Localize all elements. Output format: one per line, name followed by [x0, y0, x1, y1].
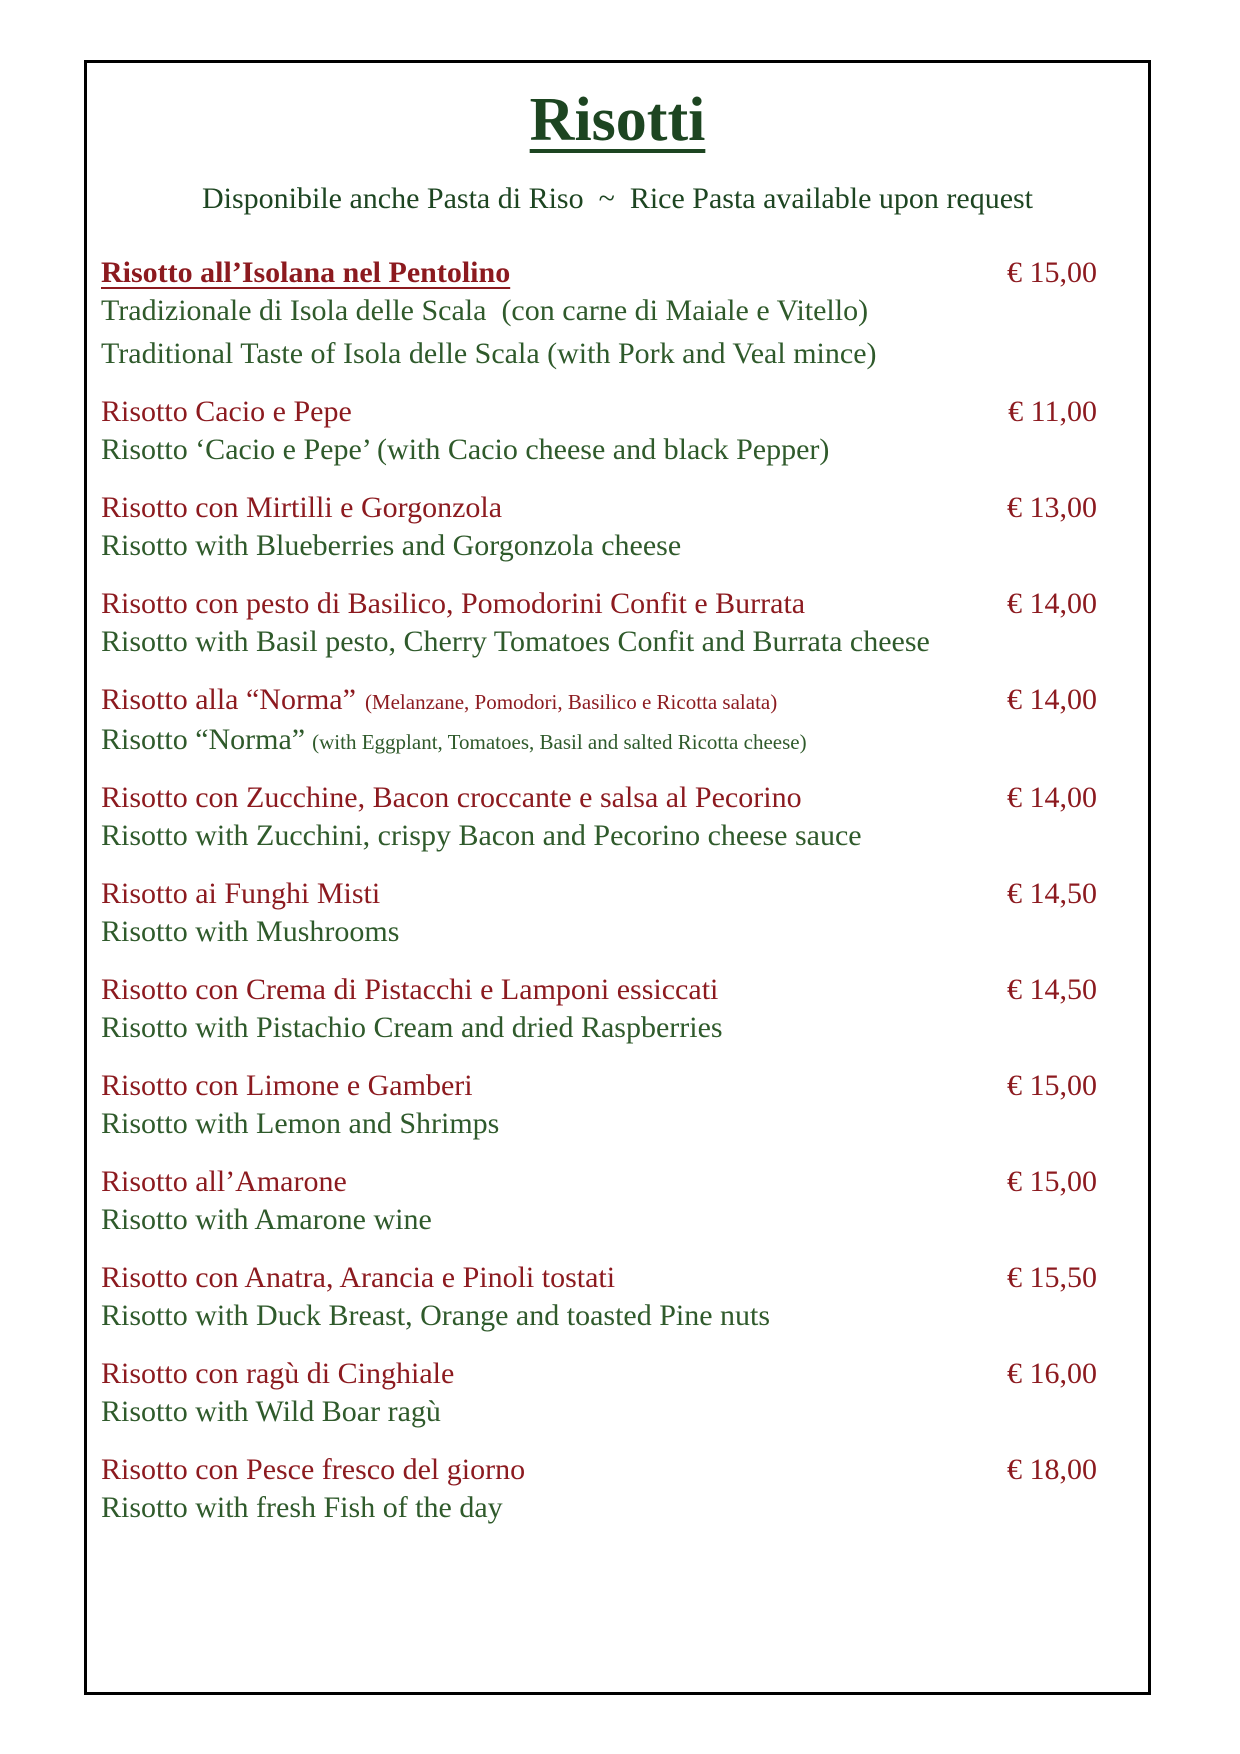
- menu-item-name-note: (Melanzane, Pomodori, Basilico e Ricotta salata): [364, 690, 778, 715]
- menu-item-description: [101, 913, 1097, 956]
- menu-item-description-text: Risotto “Norma”: [101, 723, 306, 757]
- menu-item-price: € 15,00: [1007, 256, 1097, 290]
- menu-item-description: [101, 431, 1097, 474]
- menu-item-name-row: [101, 1259, 1097, 1297]
- menu-item-description-text: Risotto with Lemon and Shrimps: [101, 1107, 500, 1141]
- menu-item-name-row: [101, 585, 1097, 623]
- menu-item-description: [101, 623, 1097, 666]
- menu-item-description-text: Risotto with Amarone wine: [101, 1203, 432, 1237]
- menu-item-name: Risotto alla “Norma”: [101, 683, 356, 717]
- menu-item-description-text: Risotto with Wild Boar ragù: [101, 1395, 441, 1429]
- menu-item-price: € 16,00: [1007, 1357, 1097, 1391]
- menu-item: [101, 489, 1097, 570]
- menu-item: [101, 1163, 1097, 1244]
- menu-item-description-note: (with Eggplant, Tomatoes, Basil and salted Ricotta cheese): [312, 730, 807, 755]
- menu-item-description: [101, 1009, 1097, 1052]
- menu-item-price: € 13,00: [1007, 491, 1097, 525]
- menu-item-name: Risotto all’Isolana nel Pentolino: [101, 256, 511, 290]
- menu-item-description: [101, 1105, 1097, 1148]
- menu-item-description-text: Risotto with Duck Breast, Orange and toasted Pine nuts: [101, 1299, 771, 1333]
- menu-item-description: [101, 1393, 1097, 1436]
- menu-item: [101, 1067, 1097, 1148]
- menu-item-description-text: Risotto ‘Cacio e Pepe’ (with Cacio cheese and black Pepper): [101, 433, 830, 467]
- page-subtitle: Disponibile anche Pasta di Riso ~ Rice Pasta available upon request: [201, 182, 1034, 216]
- menu-item: [101, 393, 1097, 474]
- menu-item-description: [101, 1297, 1097, 1340]
- menu-item-name-row: [101, 1451, 1097, 1489]
- menu-item: [101, 585, 1097, 666]
- page-title: Risotti: [529, 86, 706, 154]
- menu-item-price: € 15,50: [1007, 1261, 1097, 1295]
- menu-item-price: € 18,00: [1007, 1453, 1097, 1487]
- menu-item-price: € 14,50: [1007, 877, 1097, 911]
- menu-item-description: [101, 527, 1097, 570]
- menu-item-description-text: Tradizionale di Isola delle Scala (con carne di Maiale e Vitello): [101, 294, 869, 328]
- menu-item-description: [101, 292, 1097, 335]
- menu-item-description-text: Risotto with Blueberries and Gorgonzola cheese: [101, 529, 682, 563]
- menu-item-name-row: [101, 779, 1097, 817]
- menu-item-name-row: [101, 254, 1097, 292]
- menu-item-name: Risotto con Zucchine, Bacon croccante e salsa al Pecorino: [101, 781, 802, 815]
- menu-item-description-text: Risotto with Pistachio Cream and dried Raspberries: [101, 1011, 723, 1045]
- menu-item-price: € 14,50: [1007, 973, 1097, 1007]
- menu-item-description: [101, 335, 1097, 378]
- menu-item-name-row: [101, 1067, 1097, 1105]
- menu-item: [101, 1355, 1097, 1436]
- menu-item-name: Risotto con Crema di Pistacchi e Lamponi essiccati: [101, 973, 719, 1007]
- menu-item: [101, 1259, 1097, 1340]
- menu-item-description: [101, 1201, 1097, 1244]
- menu-item-name: Risotto Cacio e Pepe: [101, 395, 352, 429]
- menu-item: [101, 254, 1097, 378]
- menu-item-price: € 11,00: [1008, 395, 1097, 429]
- menu-item-name-row: [101, 681, 1097, 721]
- menu-item-price: € 14,00: [1007, 683, 1097, 717]
- menu-item: [101, 779, 1097, 860]
- menu-item-description-text: Risotto with Mushrooms: [101, 915, 400, 949]
- menu-item-description-text: Risotto with Basil pesto, Cherry Tomatoes Confit and Burrata cheese: [101, 625, 930, 659]
- menu-item-name-row: [101, 1163, 1097, 1201]
- menu-item-name-row: [101, 971, 1097, 1009]
- menu-item-name: Risotto con Limone e Gamberi: [101, 1069, 473, 1103]
- menu-item-description: [101, 1489, 1097, 1532]
- menu-item-name-row: [101, 393, 1097, 431]
- menu-item: [101, 1451, 1097, 1532]
- menu-item-name: Risotto con Anatra, Arancia e Pinoli tostati: [101, 1261, 616, 1295]
- menu-items-list: [101, 254, 1097, 1532]
- menu-item-price: € 15,00: [1007, 1165, 1097, 1199]
- menu-item-name-row: [101, 489, 1097, 527]
- menu-item-name: Risotto con pesto di Basilico, Pomodorini Confit e Burrata: [101, 587, 806, 621]
- menu-item-description-text: Risotto with Zucchini, crispy Bacon and Pecorino cheese sauce: [101, 819, 862, 853]
- menu-item-name: Risotto ai Funghi Misti: [101, 877, 381, 911]
- menu-item-description: [101, 817, 1097, 860]
- menu-item-name: Risotto con Mirtilli e Gorgonzola: [101, 491, 503, 525]
- menu-item-name-row: [101, 875, 1097, 913]
- menu-item-name: Risotto con ragù di Cinghiale: [101, 1357, 455, 1391]
- menu-item: [101, 971, 1097, 1052]
- menu-item-name-row: [101, 1355, 1097, 1393]
- menu-item-description-text: Risotto with fresh Fish of the day: [101, 1491, 503, 1525]
- menu-item-name: Risotto con Pesce fresco del giorno: [101, 1453, 526, 1487]
- menu-item-description: [101, 721, 1097, 764]
- menu-item-name: Risotto all’Amarone: [101, 1165, 347, 1199]
- menu-item: [101, 875, 1097, 956]
- menu-item-price: € 14,00: [1007, 587, 1097, 621]
- menu-item-price: € 15,00: [1007, 1069, 1097, 1103]
- menu-item-description-text: Traditional Taste of Isola delle Scala (with Pork and Veal mince): [101, 337, 877, 371]
- menu-item-price: € 14,00: [1007, 781, 1097, 815]
- page-border-frame: [84, 60, 1151, 1695]
- menu-item: [101, 681, 1097, 764]
